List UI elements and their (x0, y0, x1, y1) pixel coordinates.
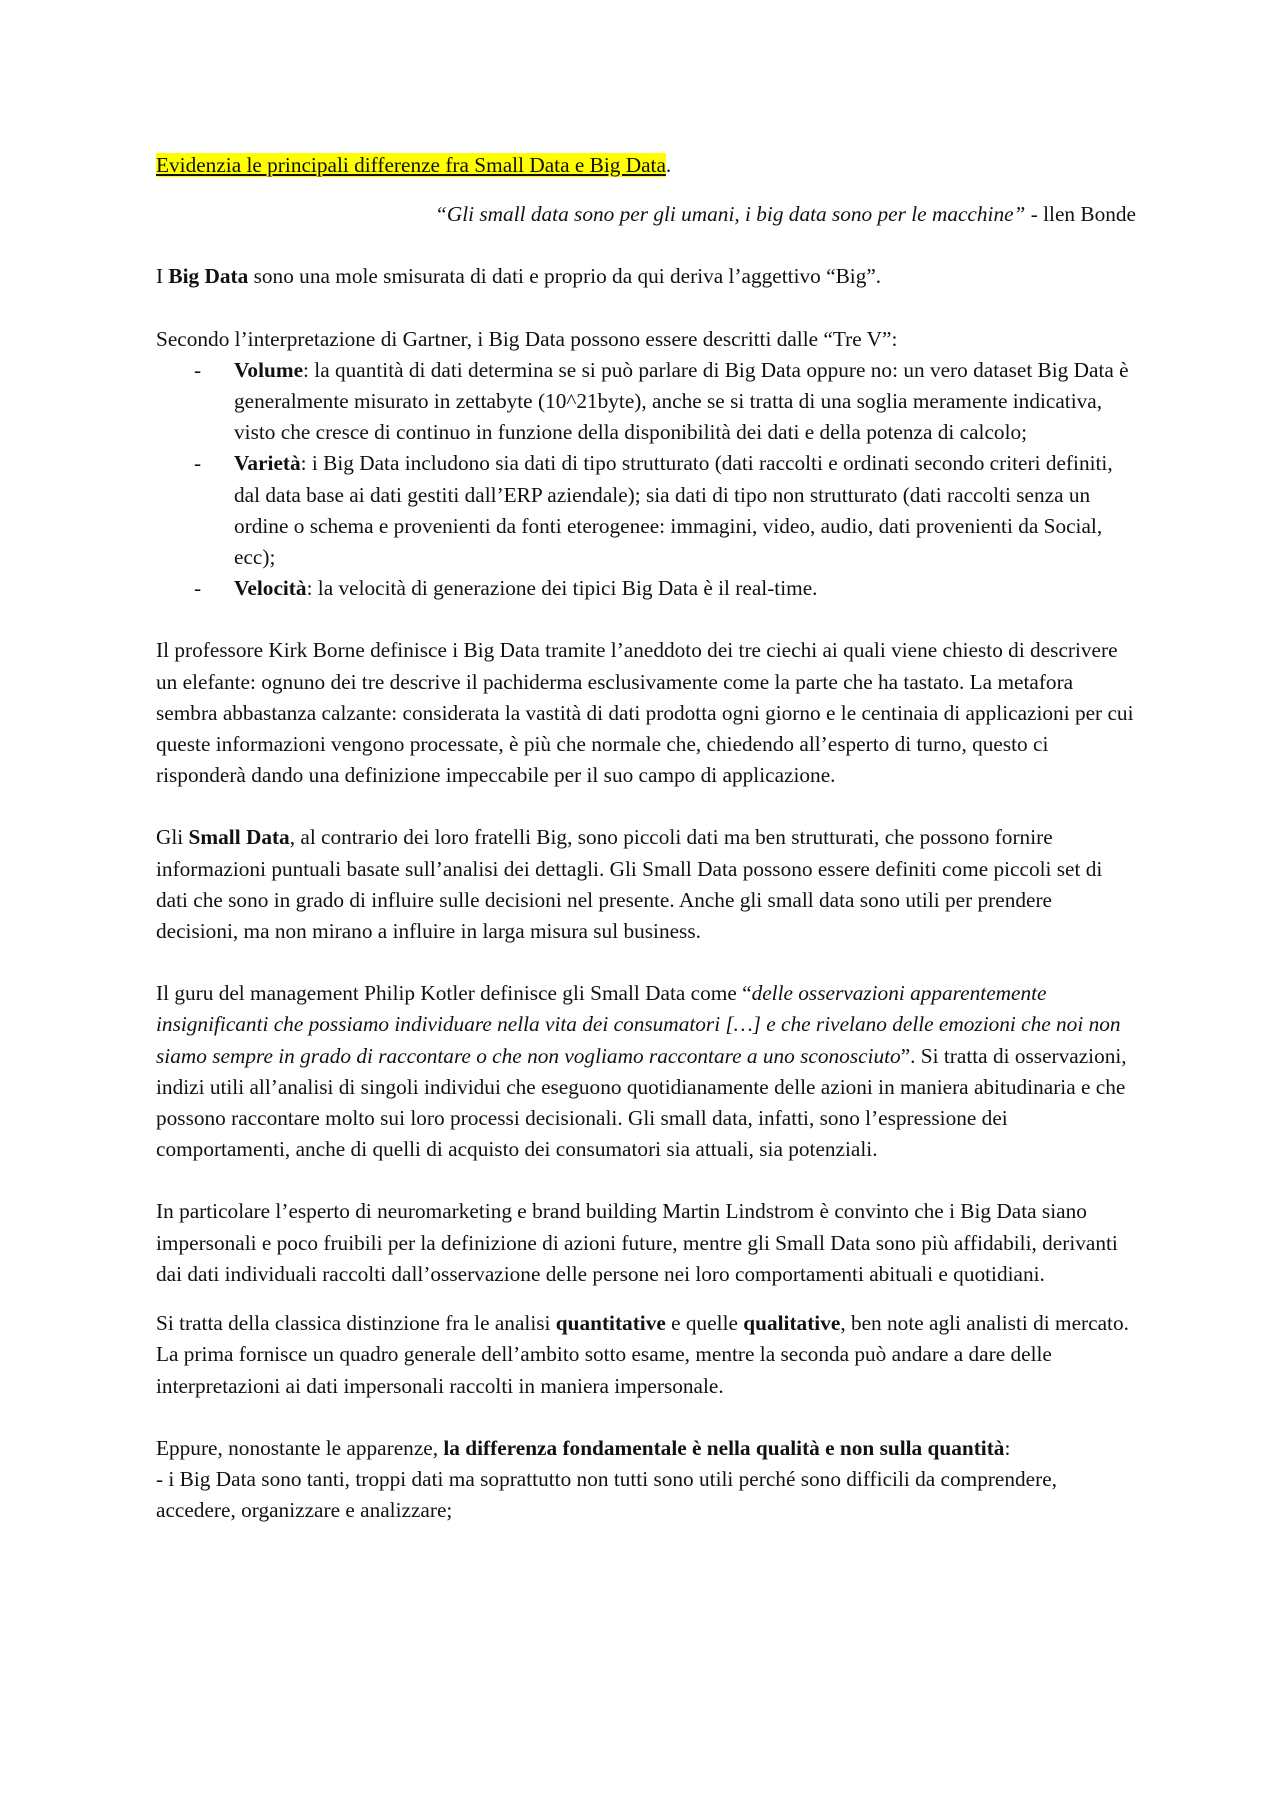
list-item-volume (194, 355, 1136, 449)
text-run: Gli (156, 825, 189, 850)
text-run: : i Big Data includono sia dati di tipo strutturato (dati raccolti e ordinati secondo criteri definiti, dal data base ai dati gestiti dall’ERP aziendale); sia dati di tipo non strutturato (dati raccolti senza un ordine o schema e provenienti da fonti eterogenee: immagini, video, audio, dati provenienti da Social, ecc); (234, 451, 1113, 570)
highlighted-title: Evidenzia le principali differenze fra Small Data e Big Data (156, 153, 666, 177)
title-period: . (665, 153, 672, 177)
paragraph-differenza (156, 1433, 1136, 1464)
paragraph-kotler (156, 978, 1136, 1165)
dash-bullet: - (194, 357, 202, 382)
quote (156, 199, 1136, 230)
dash-bullet: - (194, 576, 202, 601)
tre-v-list (156, 355, 1136, 605)
bold-term: Velocità (234, 576, 307, 601)
bold-term: Varietà (234, 451, 301, 476)
paragraph-big-data-intro (156, 261, 1136, 292)
bold-term: Big Data (168, 264, 249, 289)
paragraph-lindstrom: In particolare l’esperto di neuromarketing e brand building Martin Lindstrom è convinto che i Big Data siano impersonali e poco fruibili per la definizione di azioni future, mentre gli Small Data sono più affidabili, derivanti dai dati individuali raccolti dall’osservazione delle persone nei loro comportamenti abituali e quotidiani. (156, 1199, 1118, 1286)
text-run: Eppure, nonostante le apparenze, (156, 1435, 444, 1460)
bold-term: Small Data (188, 825, 290, 850)
text-run: : la quantità di dati determina se si può parlare di Big Data oppure no: un vero dataset Big Data è generalmente misurato in zettabyte (10^21byte), anche se si tratta di una soglia meramente indicativa, visto che cresce di continuo in funzione della disponibilità dei dati e della potenza di calcolo; (234, 357, 1129, 445)
bold-term: la differenza fondamentale è nella qualità e non sulla quantità (443, 1435, 1005, 1460)
quote-author: - llen Bonde (1025, 202, 1136, 227)
bold-term: quantitative (555, 1311, 666, 1336)
text-run: e quelle (665, 1311, 744, 1336)
italic-quote: delle osservazioni apparentemente insignificanti che possiamo individuare nella vita dei consumatori […] e che rivelano delle emozioni che noi non siamo sempre in grado di raccontare o che non vogliamo raccontare a uno sconosciuto (156, 981, 1121, 1068)
dash-bullet: - (194, 451, 202, 476)
text-run: , al contrario dei loro fratelli Big, sono piccoli dati ma ben strutturati, che possono fornire informazioni puntuali basate sull’analisi dei dettagli. Gli Small Data possono essere definiti come piccoli set di dati che sono in grado di influire sulle decisioni nel presente. Anche gli small data sono utili per prendere decisioni, ma non mirano a influire in larga misura sul business. (156, 825, 1103, 944)
paragraph-small-data (156, 822, 1136, 947)
text-run: : la velocità di generazione dei tipici Big Data è il real-time. (306, 576, 818, 601)
paragraph-kirk-borne: Il professore Kirk Borne definisce i Big Data tramite l’aneddoto dei tre ciechi ai quali viene chiesto di descrivere un elefante: ognuno dei tre descrive il pachiderma esclusivamente come la parte che ha tastato. La metafora sembra abbastanza calzante: considerata la vastità di dati prodotta ogni giorno e le centinaia di applicazioni per cui queste informazioni vengono processate, è più che normale che, chiedendo all’esperto di turno, questo ci risponderà dando una definizione impeccabile per il suo campo di applicazione. (156, 638, 1134, 788)
bold-term: qualitative (743, 1311, 841, 1336)
paragraph-analisi (156, 1308, 1136, 1402)
bold-term: Volume (234, 357, 304, 382)
text-run: Si tratta della classica distinzione fra le analisi (156, 1311, 556, 1336)
text-run: I (156, 264, 169, 289)
paragraph-differenza-item: - i Big Data sono tanti, troppi dati ma soprattutto non tutti sono utili perché sono difficili da comprendere, accedere, organizzare e analizzare; (156, 1466, 1057, 1523)
document-page (156, 150, 1136, 1526)
document-title (156, 150, 1136, 181)
text-run: : (1004, 1435, 1011, 1460)
text-run: sono una mole smisurata di dati e proprio da qui deriva l’aggettivo “Big”. (248, 264, 882, 289)
list-item-velocita (194, 573, 1136, 604)
text-run: , ben note agli analisti di mercato. La prima fornisce un quadro generale dell’ambito sotto esame, mentre la seconda può andare a dare delle interpretazioni ai dati impersonali raccolti in maniera impersonale. (156, 1311, 1129, 1398)
text-run: Il guru del management Philip Kotler definisce gli Small Data come “ (156, 981, 752, 1006)
text-run: ”. Si tratta di osservazioni, indizi utili all’analisi di singoli individui che eseguono quotidianamente delle azioni in maniera abitudinaria e che possono raccontare molto sui loro processi decisionali. Gli small data, infatti, sono l’espressione dei comportamenti, anche di quelli di acquisto dei consumatori sia attuali, sia potenziali. (156, 1043, 1127, 1162)
quote-text: “Gli small data sono per gli umani, i big data sono per le macchine” (435, 202, 1026, 227)
paragraph-gartner: Secondo l’interpretazione di Gartner, i Big Data possono essere descritti dalle “Tre V”: (156, 326, 898, 351)
list-item-varieta (194, 448, 1136, 573)
